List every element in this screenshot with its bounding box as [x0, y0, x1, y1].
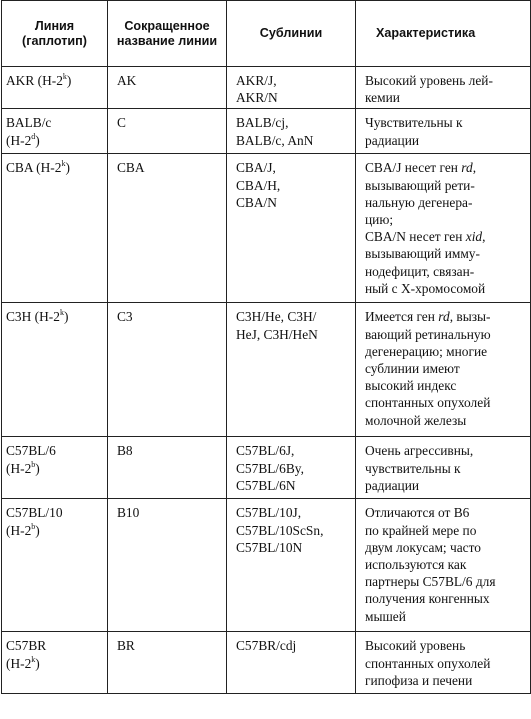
sublines-cell	[227, 109, 356, 154]
table-row	[2, 437, 531, 499]
characteristic-cell-text: по крайней мере по	[365, 522, 477, 538]
characteristic-cell-text: используются как	[365, 557, 467, 573]
table-row	[2, 67, 531, 109]
characteristic-cell-text: Отличаются от B6	[365, 505, 470, 521]
characteristic-cell-text: спонтанных опухолей	[365, 395, 491, 411]
line-cell-text: C3H (H-2$^k$)	[6, 308, 69, 325]
sublines-cell-text: C57BR/cdj	[236, 638, 297, 654]
sublines-cell-text: CBA/N	[236, 194, 277, 210]
characteristic-cell-text: CBA/J несет ген rd,	[365, 160, 477, 176]
characteristic-cell-text: Очень агрессивны,	[365, 443, 474, 459]
characteristic-cell-text: мышей	[365, 608, 406, 624]
characteristic-cell-text: CBA/N несет ген xid,	[365, 229, 486, 245]
header-sublines: Сублинии	[227, 1, 356, 67]
sublines-cell-text: HeJ, C3H/HeN	[236, 326, 318, 342]
haplotype-superscript: k	[61, 159, 66, 169]
haplotype-superscript: d	[31, 131, 36, 141]
sublines-cell-text: C57BL/6By,	[236, 460, 304, 476]
line-cell-text: C57BR	[6, 638, 47, 654]
characteristic-cell-text: сублинии имеют	[365, 361, 460, 377]
characteristic-cell	[356, 499, 531, 632]
abbreviation-cell: BR	[108, 632, 227, 694]
gene-name: xid	[465, 229, 483, 245]
line-cell	[2, 303, 108, 437]
characteristic-cell-text: Высокий уровень	[365, 638, 466, 654]
characteristic-cell-text: двум локусам; часто	[365, 539, 481, 555]
sublines-cell-text: C57BL/10ScSn,	[236, 522, 324, 538]
sublines-cell	[227, 67, 356, 109]
characteristic-cell-text: Высокий уровень лей-	[365, 73, 493, 88]
abbreviation-cell: B10	[108, 499, 227, 632]
characteristic-cell-text: чувствительны к	[365, 460, 461, 476]
characteristic-cell-text: дегенерацию; многие	[365, 343, 488, 359]
characteristic-cell	[356, 154, 531, 303]
haplotype-superscript: k	[31, 654, 36, 664]
abbreviation-cell: AK	[108, 67, 227, 109]
line-cell-text: CBA (H-2$^k$)	[6, 159, 70, 176]
haplotype-superscript: k	[59, 308, 64, 318]
sublines-cell-text: BALB/c, AnN	[236, 132, 314, 148]
header-characteristic: Характеристика	[356, 1, 531, 67]
abbreviation-cell: C	[108, 109, 227, 154]
characteristic-cell-text: радиации	[365, 132, 420, 148]
characteristic-cell-text: ный с X-хромосомой	[365, 280, 486, 296]
characteristic-cell-text: Имеется ген rd, вызы-	[365, 309, 491, 325]
characteristic-cell-text: кемии	[365, 90, 400, 106]
line-cell-text: (H-2$^d$)	[6, 131, 40, 148]
line-cell-text: (H-2$^k$)	[6, 654, 40, 671]
sublines-cell-text: C3H/He, C3H/	[236, 309, 317, 325]
sublines-cell-text: AKR/N	[236, 90, 278, 106]
table-row	[2, 499, 531, 632]
sublines-cell-text: CBA/J,	[236, 160, 276, 176]
characteristic-cell-text: нодефицит, связан-	[365, 263, 475, 279]
characteristic-cell-text: молочной железы	[365, 412, 467, 428]
header-line: Линия (гаплотип)	[2, 1, 108, 67]
line-cell	[2, 154, 108, 303]
characteristic-cell	[356, 109, 531, 154]
characteristic-cell-text: гипофиза и печени	[365, 672, 473, 688]
line-cell-text: AKR (H-2$^k$)	[6, 72, 72, 88]
mouse-lines-table	[1, 0, 531, 694]
characteristic-cell-text: нальную дегенера-	[365, 194, 473, 210]
characteristic-cell-text: радиации	[365, 477, 420, 493]
line-cell	[2, 632, 108, 694]
characteristic-cell	[356, 303, 531, 437]
sublines-cell-text: AKR/J,	[236, 73, 277, 88]
characteristic-cell-text: партнеры C57BL/6 для	[365, 574, 496, 590]
line-cell	[2, 67, 108, 109]
sublines-cell-text: C57BL/10J,	[236, 505, 302, 521]
abbreviation-cell: CBA	[108, 154, 227, 303]
gene-name: rd	[438, 309, 450, 325]
characteristic-cell-text: цию;	[365, 212, 394, 228]
line-cell-text: C57BL/6	[6, 443, 56, 459]
table-row	[2, 303, 531, 437]
header-row	[2, 1, 531, 67]
haplotype-superscript: b	[31, 521, 36, 531]
sublines-cell-text: C57BL/10N	[236, 539, 303, 555]
line-cell	[2, 109, 108, 154]
sublines-cell-text: CBA/H,	[236, 177, 281, 193]
sublines-cell-text: BALB/cj,	[236, 115, 289, 131]
abbreviation-cell: C3	[108, 303, 227, 437]
characteristic-cell-text: вызывающий имму-	[365, 246, 480, 262]
table-row	[2, 154, 531, 303]
sublines-cell	[227, 499, 356, 632]
line-cell-text: (H-2$^b$)	[6, 521, 40, 538]
characteristic-cell-text: высокий индекс	[365, 378, 457, 394]
haplotype-superscript: b	[31, 459, 36, 469]
line-cell-text: (H-2$^b$)	[6, 459, 40, 476]
sublines-cell-text: C57BL/6N	[236, 477, 296, 493]
line-cell-text: C57BL/10	[6, 505, 63, 521]
line-cell	[2, 437, 108, 499]
characteristic-cell	[356, 437, 531, 499]
characteristic-cell	[356, 632, 531, 694]
characteristic-cell-text: спонтанных опухолей	[365, 655, 491, 671]
gene-name: rd	[461, 160, 473, 176]
characteristic-cell-text: получения конгенных	[365, 591, 490, 607]
table-row	[2, 632, 531, 694]
sublines-cell	[227, 303, 356, 437]
line-cell-text: BALB/c	[6, 115, 52, 131]
line-cell	[2, 499, 108, 632]
characteristic-cell-text: вызывающий рети-	[365, 177, 475, 193]
header-abbreviation: Сокращенное название линии	[108, 1, 227, 67]
abbreviation-cell: B8	[108, 437, 227, 499]
sublines-cell-text: C57BL/6J,	[236, 443, 295, 459]
sublines-cell	[227, 437, 356, 499]
table-row	[2, 109, 531, 154]
characteristic-cell	[356, 67, 531, 109]
characteristic-cell-text: вающий ретинальную	[365, 326, 491, 342]
haplotype-superscript: k	[62, 72, 67, 81]
characteristic-cell-text: Чувствительны к	[365, 115, 463, 131]
sublines-cell	[227, 632, 356, 694]
sublines-cell	[227, 154, 356, 303]
